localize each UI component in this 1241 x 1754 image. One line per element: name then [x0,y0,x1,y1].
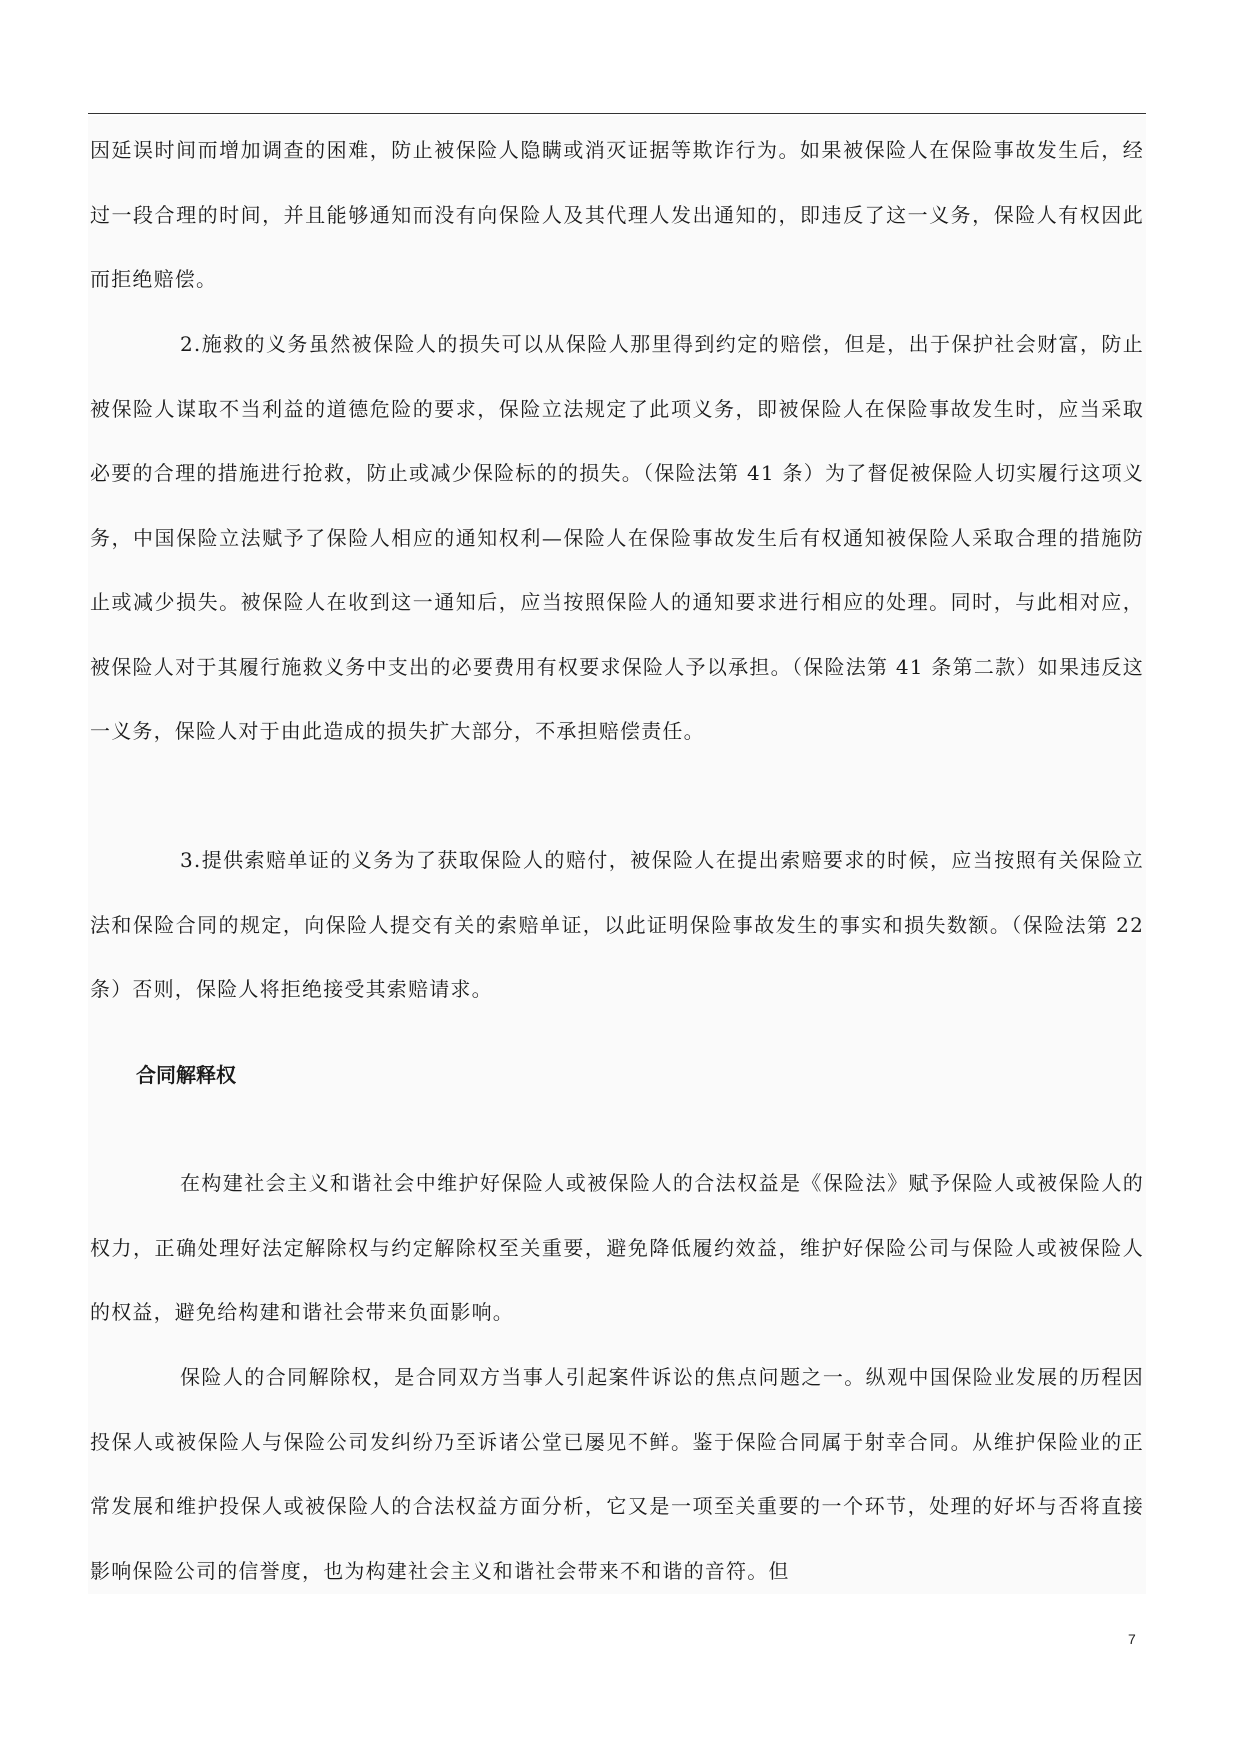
section-heading: 合同解释权 [136,1063,236,1087]
paragraph-claim-documents-duty: 3.提供索赔单证的义务为了获取保险人的赔付，被保险人在提出索赔要求的时候，应当按照有关保险立法和保险合同的规定，向保险人提交有关的索赔单证，以此证明保险事故发生的事实和损失数额。（保险法第 22 条）否则，保险人将拒绝接受其索赔请求。 [90,848,1144,1001]
page-number: 7 [1128,1631,1136,1647]
paragraph-notification-duty-continued: 因延误时间而增加调查的困难，防止被保险人隐瞒或消灭证据等欺诈行为。如果被保险人在保险事故发生后，经过一段合理的时间，并且能够通知而没有向保险人及其代理人发出通知的，即违反了这一义务，保险人有权因此而拒绝赔偿。 [90,138,1144,291]
paragraph-rescue-duty: 2.施救的义务虽然被保险人的损失可以从保险人那里得到约定的赔偿，但是，出于保护社会财富，防止被保险人谋取不当利益的道德危险的要求，保险立法规定了此项义务，即被保险人在保险事故发生时，应当采取必要的合理的措施进行抢救，防止或减少保险标的的损失。（保险法第 41 条）为了督促被保险人切实履行这项义务，中国保险立法赋予了保险人相应的通知权利—保险人在保险事故发生后有权通知被保险人采取合理的措施防止或减少损失。被保险人在收到这一通知后，应当按照保险人的通知要求进行相应的处理。同时，与此相对应，被保险人对于其履行施救义务中支出的必要费用有权要求保险人予以承担。（保险法第 41 条第二款）如果违反这一义务，保险人对于由此造成的损失扩大部分，不承担赔偿责任。 [90,332,1144,743]
paragraph-rights-protection: 在构建社会主义和谐社会中维护好保险人或被保险人的合法权益是《保险法》赋予保险人或被保险人的权力，正确处理好法定解除权与约定解除权至关重要，避免降低履约效益，维护好保险公司与保险人或被保险人的权益，避免给构建和谐社会带来负面影响。 [90,1171,1144,1324]
paragraph-contract-termination: 保险人的合同解除权，是合同双方当事人引起案件诉讼的焦点问题之一。纵观中国保险业发展的历程因投保人或被保险人与保险公司发纠纷乃至诉诸公堂已屡见不鲜。鉴于保险合同属于射幸合同。从维护保险业的正常发展和维护投保人或被保险人的合法权益方面分析，它又是一项至关重要的一个环节，处理的好坏与否将直接影响保险公司的信誉度，也为构建社会主义和谐社会带来不和谐的音符。但 [90,1365,1144,1583]
header-rule [88,113,1146,114]
